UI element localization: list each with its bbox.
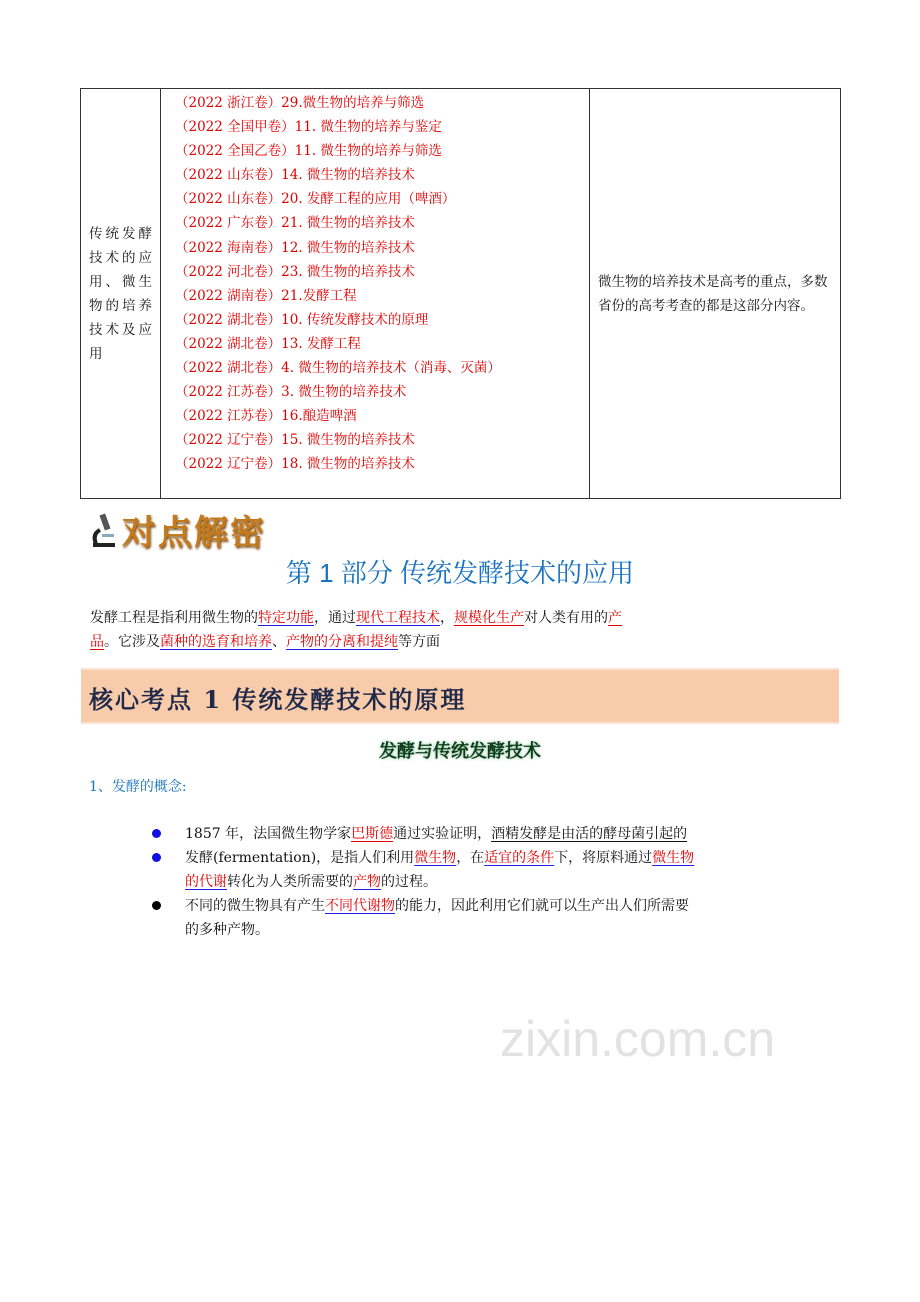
exam-table (80, 88, 841, 499)
highlighted-term: 产物 (353, 874, 381, 890)
highlighted-term: 酒精发酵是由活的酵母菌引起的 (491, 826, 688, 842)
bullet-dot-icon (152, 853, 161, 862)
part-title: 第 1 部分 传统发酵技术的应用 (285, 558, 635, 588)
highlighted-term: 现代工程技术 (356, 610, 440, 626)
text-segment: 等方面 (398, 634, 440, 650)
bullet-list (150, 822, 695, 942)
text-segment: 不同的微生物具有产生 (185, 898, 325, 914)
text-segment: ， (440, 610, 454, 626)
text-segment: 通过实验证明， (393, 826, 492, 842)
bullet-item (150, 846, 695, 894)
exam-item: （2022 江苏卷）16.酿造啤酒 (175, 408, 357, 425)
section-heading: 1、发酵的概念: (89, 779, 187, 795)
subtitle: 发酵与传统发酵技术 (379, 741, 541, 762)
text-segment: 发酵(fermentation)，是指人们利用 (185, 850, 415, 866)
exam-item: （2022 辽宁卷）18. 微生物的培养技术 (175, 456, 415, 473)
exam-item: （2022 海南卷）12. 微生物的培养技术 (175, 239, 415, 256)
exam-item: （2022 江苏卷）3. 微生物的培养技术 (175, 384, 407, 401)
exam-item: （2022 全国甲卷）11. 微生物的培养与鉴定 (175, 119, 442, 136)
logo-text: 对点解密 (122, 513, 266, 553)
exam-item: （2022 全国乙卷）11. 微生物的培养与筛选 (175, 143, 442, 160)
highlighted-term: 微生物 (414, 850, 457, 866)
banner-title: 核心考点 1 传统发酵技术的原理 (89, 685, 467, 714)
exam-item: （2022 辽宁卷）15. 微生物的培养技术 (175, 432, 415, 449)
text-segment: 下，将原料通过 (554, 850, 653, 866)
text-segment: 1857 年，法国微生物学家 (185, 826, 352, 842)
text-segment: 发酵工程是指利用微生物的 (90, 610, 258, 626)
exam-item: （2022 湖北卷）4. 微生物的培养技术（消毒、灭菌） (175, 360, 501, 377)
highlighted-term: 微生物的代谢 (185, 850, 695, 890)
exam-item: （2022 湖南卷）21.发酵工程 (175, 287, 357, 304)
bullet-dot-icon (152, 901, 161, 910)
bullet-item (150, 822, 695, 846)
highlighted-term: 不同代谢物 (325, 898, 395, 914)
microscope-icon (90, 512, 118, 548)
bullet-item (150, 894, 695, 942)
highlighted-term: 特定功能 (258, 610, 314, 626)
text-segment: 的能力，因此利用它们就可以生产出人们所需要的多种产物。 (185, 898, 689, 938)
text-segment: ，通过 (314, 610, 356, 626)
exam-item: （2022 山东卷）20. 发酵工程的应用（啤酒） (175, 191, 456, 208)
exam-item: （2022 广东卷）21. 微生物的培养技术 (175, 215, 415, 232)
items-cell (161, 89, 590, 499)
exam-item: （2022 河北卷）23. 微生物的培养技术 (175, 263, 415, 280)
highlighted-term: 适宜的条件 (484, 850, 555, 866)
exam-item: （2022 湖北卷）13. 发酵工程 (175, 335, 361, 352)
highlighted-term: 巴斯德 (351, 826, 394, 842)
logo (90, 505, 266, 554)
banner (81, 668, 839, 724)
text-segment: 、 (272, 634, 286, 650)
highlighted-term: 规模化生产 (454, 610, 524, 626)
bullet-dot-icon (152, 829, 161, 838)
text-segment: 。它涉及 (104, 634, 160, 650)
highlighted-term: 产物的分离和提纯 (286, 634, 398, 650)
text-segment: 的过程。 (381, 874, 437, 890)
topic-cell: 传统发酵技术的应用、微生物的培养技术及应用 (81, 89, 161, 499)
text-segment: 对人类有用的 (524, 610, 608, 626)
watermark: zixin.com.cn (500, 1011, 776, 1067)
text-segment: ，在 (456, 850, 485, 866)
exam-item: （2022 浙江卷）29.微生物的培养与筛选 (175, 95, 425, 111)
exam-item: （2022 湖北卷）10. 传统发酵技术的原理 (175, 311, 429, 328)
highlighted-term: 产品 (90, 610, 622, 650)
text-segment: 转化为人类所需要的 (227, 874, 353, 890)
highlighted-term: 菌种的选育和培养 (160, 634, 272, 650)
note-cell: 微生物的培养技术是高考的重点，多数省份的高考考查的都是这部分内容。 (590, 89, 841, 499)
intro-paragraph (90, 606, 635, 654)
exam-item: （2022 山东卷）14. 微生物的培养技术 (175, 167, 415, 184)
